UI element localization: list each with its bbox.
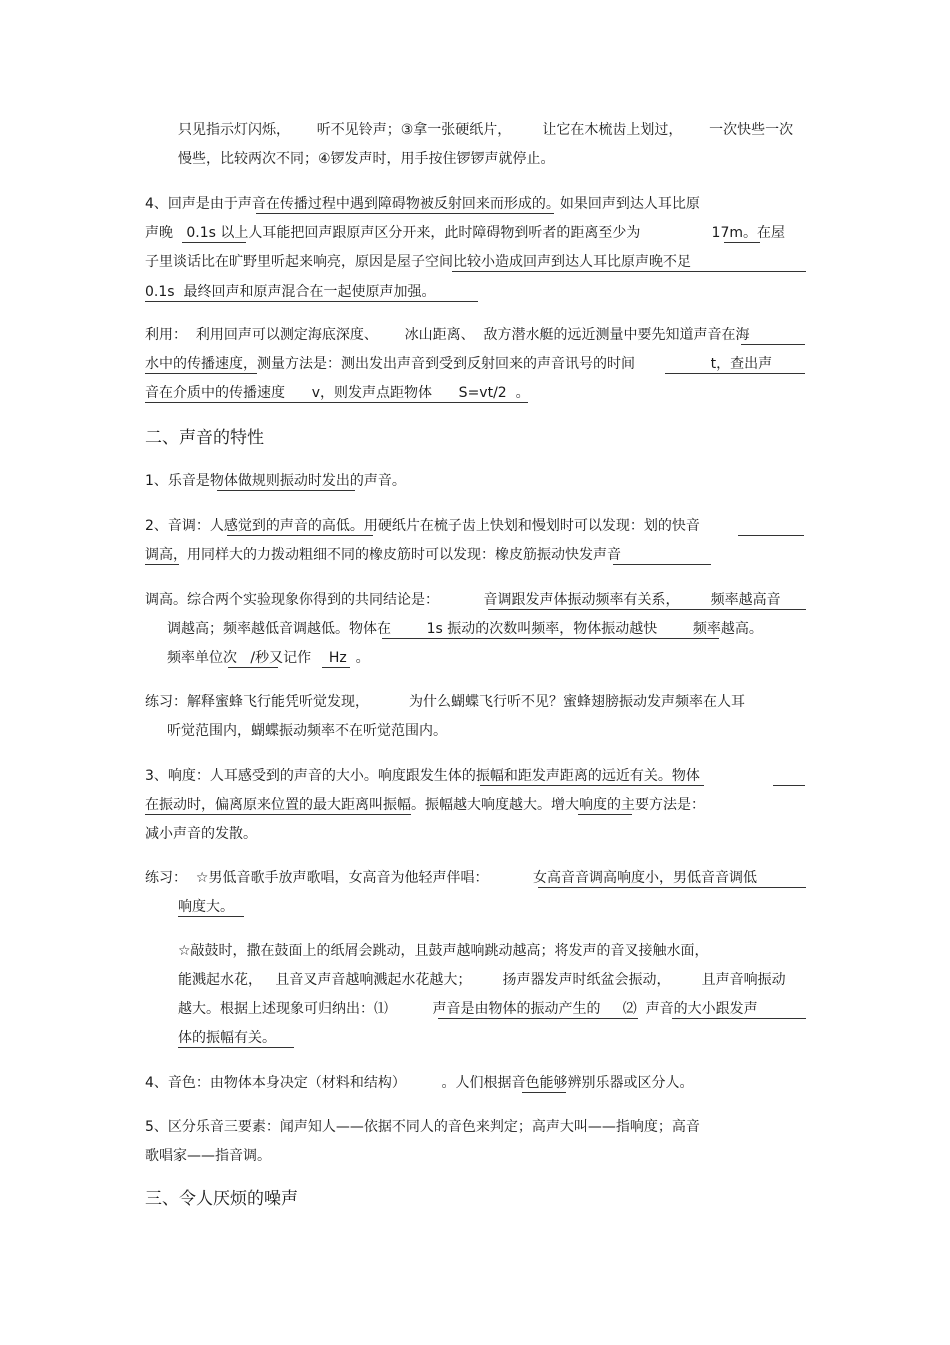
text-line: 调高，用同样大的力拨动粗细不同的橡皮筋时可以发现：橡皮筋振动快发声音 [145,547,621,563]
text-line: 调越高；频率越低音调越低。物体在 1s 振动的次数叫频率，物体振动越快 频率越高。 [167,621,763,637]
blank-underline [228,667,278,668]
blank-underline [438,1018,638,1019]
text-line: 练习：解释蜜蜂飞行能凭听觉发现， 为什么蝴蝶飞行听不见？蜜蜂翅膀振动发声频率在人耳 [145,694,746,710]
blank-underline [145,402,528,403]
text-line: 调高。综合两个实验现象你得到的共同结论是： 音调跟发声体振动频率有关系， 频率越高音 [145,592,781,608]
text-line: 子里谈话比在旷野里听起来响亮，原因是屋子空间比较小造成回声到达人耳比原声晚不足 [145,254,691,270]
text-line: 音在介质中的传播速度 v，则发声点距物体 S=vt/2 。 [145,385,530,401]
blank-underline [256,213,554,214]
text-line: 能溅起水花， 且音叉声音越响溅起水花越大； 扬声器发声时纸盆会振动， 且声音响振动 [178,972,786,988]
blank-underline [322,667,350,668]
text-line: 4、音色：由物体本身决定（材料和结构） 。人们根据音色能够辨别乐器或区分人。 [145,1075,694,1091]
text-line: 在振动时，偏离原来位置的最大距离叫振幅。振幅越大响度越大。增大响度的主要方法是： [145,797,705,813]
blank-underline [227,535,373,536]
text-line: 频率单位次 /秒又记作 Hz 。 [167,650,370,666]
blank-underline [488,609,806,610]
blank-underline [665,373,805,374]
text-line: 体的振幅有关。 [178,1030,276,1046]
text-line: 利用： 利用回声可以测定海底深度、 冰山距离、 敌方潜水艇的远近测量中要先知道声音在海 [145,327,750,343]
blank-underline [178,916,244,917]
text-line: 4、回声是由于声音在传播过程中遇到障碍物被反射回来而形成的。如果回声到达人耳比原 [145,196,700,212]
text-line: 1、乐音是物体做规则振动时发出的声音。 [145,473,406,489]
text-line: 0.1s 最终回声和原声混合在一起使原声加强。 [145,284,436,300]
text-line: 5、区分乐音三要素：闻声知人——依据不同人的音色来判定；高声大叫——指响度；高音 [145,1119,700,1135]
section-heading: 二、声音的特性 [145,428,264,448]
blank-underline [522,1092,566,1093]
blank-underline [145,814,411,815]
text-line: 越大。根据上述现象可归纳出：⑴ 声音是由物体的振动产生的 ⑵ 声音的大小跟发声 [178,1001,758,1017]
blank-underline [724,242,760,243]
text-line: 3、响度：人耳感受到的声音的大小。响度跟发生体的振幅和距发声距离的远近有关。物体 [145,768,700,784]
text-line: 练习： ☆男低音歌手放声歌唱，女高音为他轻声伴唱： 女高音音调高响度小，男低音音调低 [145,870,757,886]
text-line: 水中的传播速度，测量方法是：测出发出声音到受到反射回来的声音讯号的时间 t，查出声 [145,356,773,372]
section-heading: 三、令人厌烦的噪声 [145,1189,298,1209]
blank-underline [182,242,246,243]
text-line: 响度大。 [178,899,234,915]
text-line: 减小声音的发散。 [145,826,257,842]
blank-underline [178,1047,294,1048]
blank-underline [452,271,806,272]
blank-underline [672,1018,806,1019]
text-line: ☆敲鼓时，撒在鼓面上的纸屑会跳动，且鼓声越响跳动越高；将发声的音叉接触水面， [178,943,709,959]
blank-underline [613,564,711,565]
blank-underline [578,814,632,815]
blank-underline [738,535,804,536]
text-line: 听觉范围内，蝴蝶振动频率不在听觉范围内。 [167,723,447,739]
text-line: 歌唱家——指音调。 [145,1148,271,1164]
blank-underline [145,301,478,302]
blank-underline [773,785,805,786]
blank-underline [145,564,179,565]
text-line: 声晚 0.1s 以上人耳能把回声跟原声区分开来，此时障碍物到听者的距离至少为 17m。在屋 [145,225,786,241]
blank-underline [741,344,805,345]
text-line: 慢些，比较两次不同；④锣发声时，用手按住锣锣声就停止。 [178,151,555,167]
blank-underline [538,887,806,888]
blank-underline [382,638,719,639]
blank-underline [145,373,257,374]
blank-underline [217,490,355,491]
text-line: 2、音调：人感觉到的声音的高低。用硬纸片在梳子齿上快划和慢划时可以发现：划的快音 [145,518,700,534]
text-line: 只见指示灯闪烁， 听不见铃声；③拿一张硬纸片， 让它在木梳齿上划过， 一次快些一次 [178,122,794,138]
blank-underline [480,785,704,786]
